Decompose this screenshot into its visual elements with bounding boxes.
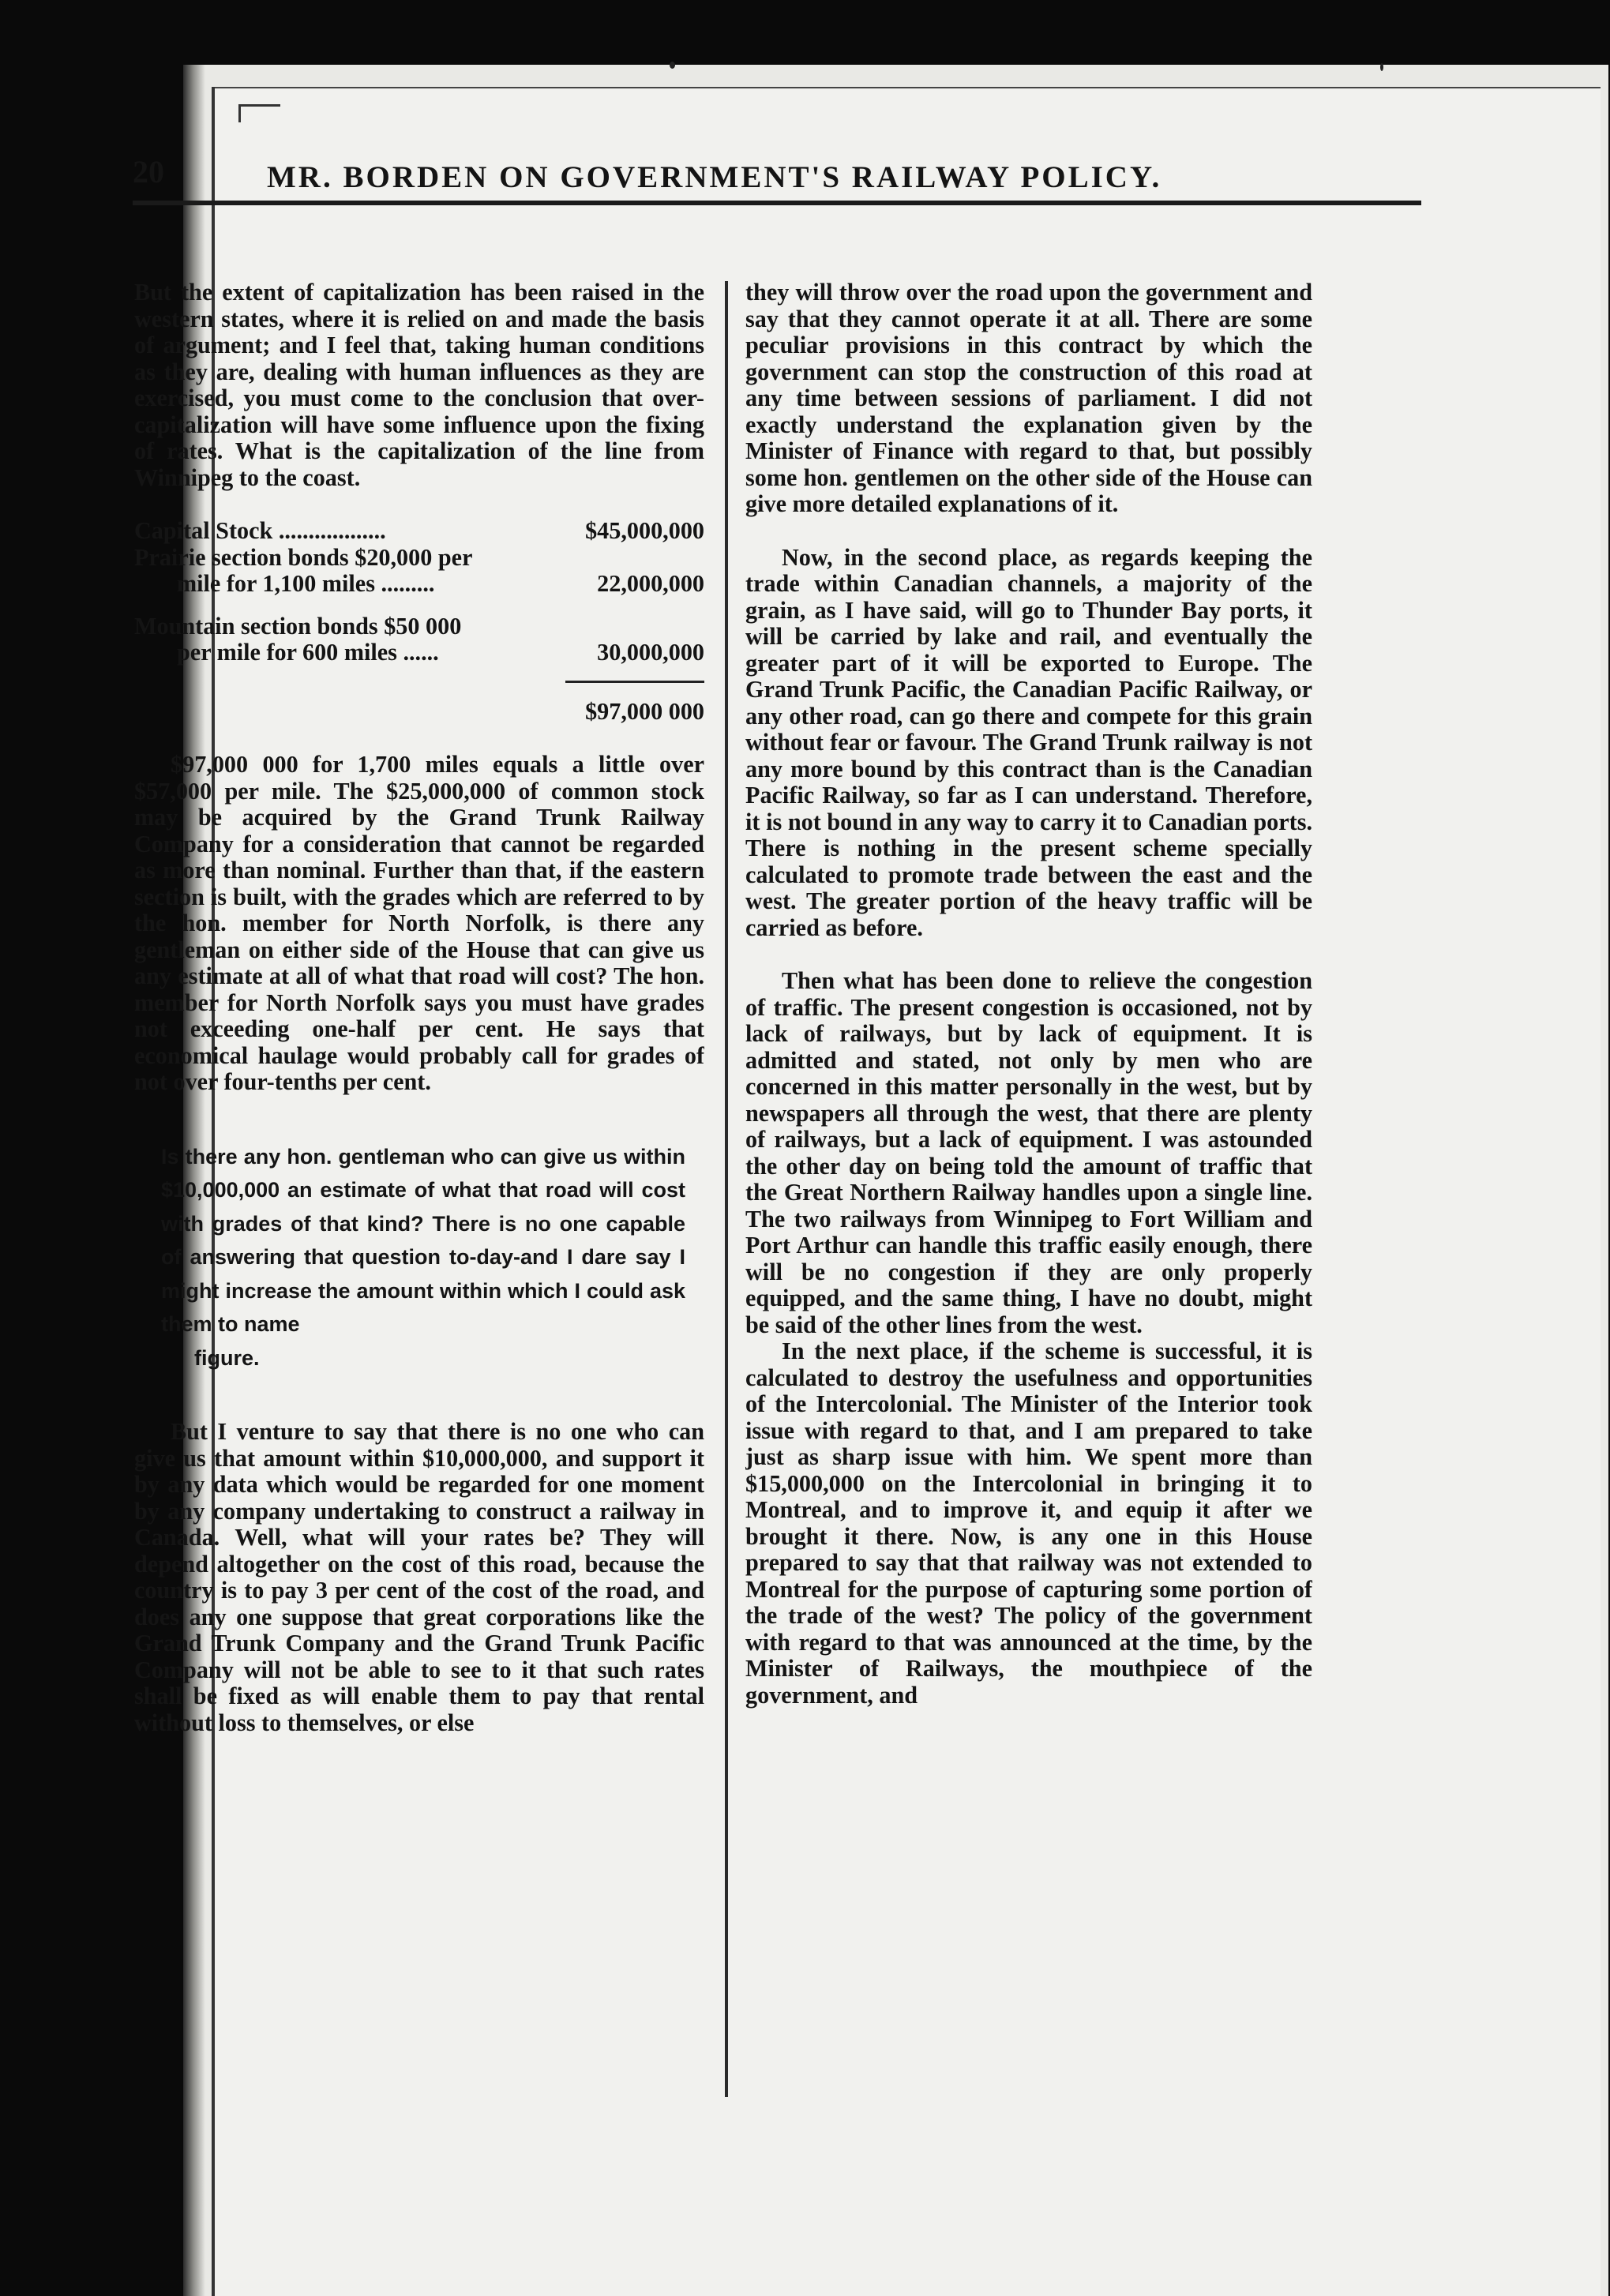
page-top-rule [215, 87, 1601, 88]
running-title: MR. BORDEN ON GOVERNMENT'S RAILWAY POLICY. [267, 160, 1162, 194]
right-paragraph-4: In the next place, if the scheme is successful, it is calculated to destroy the usefulness and opportunities of the Intercolonial. The Minister of the Interior took issue with regard to that, and I am prepared to take just as sharp issue with him. We spent more than $15,000,000 on the Intercolonial in bringing it to Montreal, and to improve it, and equip it after we brought it there. Now, is any one in this House prepared to say that that railway was not extended to Montreal for the purpose of capturing some portion of the trade of the west? The policy of the government with regard to that was announced at the time, by the Minister of Railways, the mouthpiece of the government, and [745, 1337, 1312, 1709]
right-paragraph-1: they will throw over the road upon the government and say that they cannot operate it at all. There are some peculiar provisions in this contract by which the government can stop the construction of this road at any time between sessions of parliament. I did not exactly understand the explanation given by the Minister of Finance with regard to that, but possibly some hon. gentlemen on the other side of the House can give more detailed explanations of it. [745, 279, 1312, 517]
left-paragraph-2: $97,000 000 for 1,700 miles equals a little over $57,000 per mile. The $25,000,000 of common stock may be acquired by the Grand Trunk Railway Company for a consideration that cannot be regarded as more than nominal. Further than that, if the eastern section is built, with the grades which are referred to by the hon. member for North Norfolk, is there any gentleman on either side of the House that can give us any estimate at all of what that road will cost? The hon. member for North Norfolk says you must have grades not exceeding one-half per cent. He says that economical haulage would probably call for grades of not over four-tenths per cent. [134, 751, 704, 1095]
table-total: $97,000 000 [585, 697, 704, 725]
table-label: mile for 1,100 miles ......... [177, 570, 435, 597]
speck [670, 62, 675, 69]
table-amount: $45,000,000 [585, 517, 704, 544]
pull-quote-text: Is there any hon. gentleman who can give us within $10,000,000 an estimate of what that road will cost with grades of that kind? There is no one capable of answering that question to-day-and I dare say I might increase the amount within which I could ask them to name [161, 1144, 685, 1336]
pull-quote [161, 1140, 685, 1375]
total-rule [565, 681, 704, 683]
right-paragraph-3: Then what has been done to relieve the congestion of traffic. The present congestion is occasioned, not by lack of railways, but by lack of equipment. It is admitted and stated, not only by men who are concerned in this matter personally in the west, but by newspapers all through the west, that there are plenty of railways, but a lack of equipment. I was astounded the other day on being told the amount of traffic that the Great Northern Railway handles upon a single line. The two railways from Winnipeg to Fort William and Port Arthur can handle this traffic easily enough, there will be no congestion if they are only properly equipped, and the same thing, I have no doubt, might be said of the other lines from the west. [745, 967, 1312, 1338]
right-paragraph-2: Now, in the second place, as regards keeping the trade within Canadian channels, a majority of the grain, as I have said, will go to Thunder Bay ports, it will be carried by lake and rail, and eventually the greater part of it will be exported to Europe. The Grand Trunk Pacific, the Canadian Pacific Railway, or any other road, can go there and compete for this grain without fear or favour. The Grand Trunk railway is not any more bound by this contract than is the Canadian Pacific Railway, so far as I can understand. Therefore, it is not bound in any way to carry it to Canadian ports. There is nothing in the present scheme specially calculated to promote trade between the east and the west. The greater portion of the heavy traffic will be carried as before. [745, 543, 1312, 941]
header-rule [133, 201, 1421, 205]
table-amount: 30,000,000 [597, 639, 704, 666]
capitalization-table [134, 518, 704, 666]
table-label: Capital Stock .................. [134, 517, 386, 544]
pull-quote-end: figure. [194, 1345, 260, 1370]
left-paragraph-3: But I venture to say that there is no one who can give us that amount within $10,000,000, and support it by any data which would be regarded for one moment by any company undertaking to construct a railway in Canada. Well, what will your rates be? They will depend altogether on the cost of this road, because the country is to pay 3 per cent of the cost of the road, and does any one suppose that great corporations like the Grand Trunk Company and the Grand Trunk Pacific Company will not be able to see to it that such rates shall be fixed as will enable them to pay that rental without loss to themselves, or else [134, 1418, 704, 1736]
left-paragraph-1: But the extent of capitalization has been raised in the western states, where it is relied on and made the basis of argument; and I feel that, taking human conditions as they are, dealing with human influences as they are exercised, you must come to the conclusion that over-capitalization will have some influence upon the fixing of rates. What is the capitalization of the line from Winnipeg to the coast. [134, 279, 704, 491]
left-column [134, 279, 704, 2178]
speck [1380, 63, 1383, 71]
page-number: 20 [133, 154, 164, 189]
table-label: Mountain section bonds $50 000 [134, 612, 462, 640]
running-head [133, 147, 1421, 202]
column-divider [725, 281, 728, 2097]
table-label: per mile for 600 miles ...... [177, 639, 439, 666]
corner-mark [238, 104, 280, 122]
table-amount: 22,000,000 [597, 570, 704, 597]
right-column [745, 279, 1312, 2178]
table-label: Prairie section bonds $20,000 per [134, 543, 473, 571]
